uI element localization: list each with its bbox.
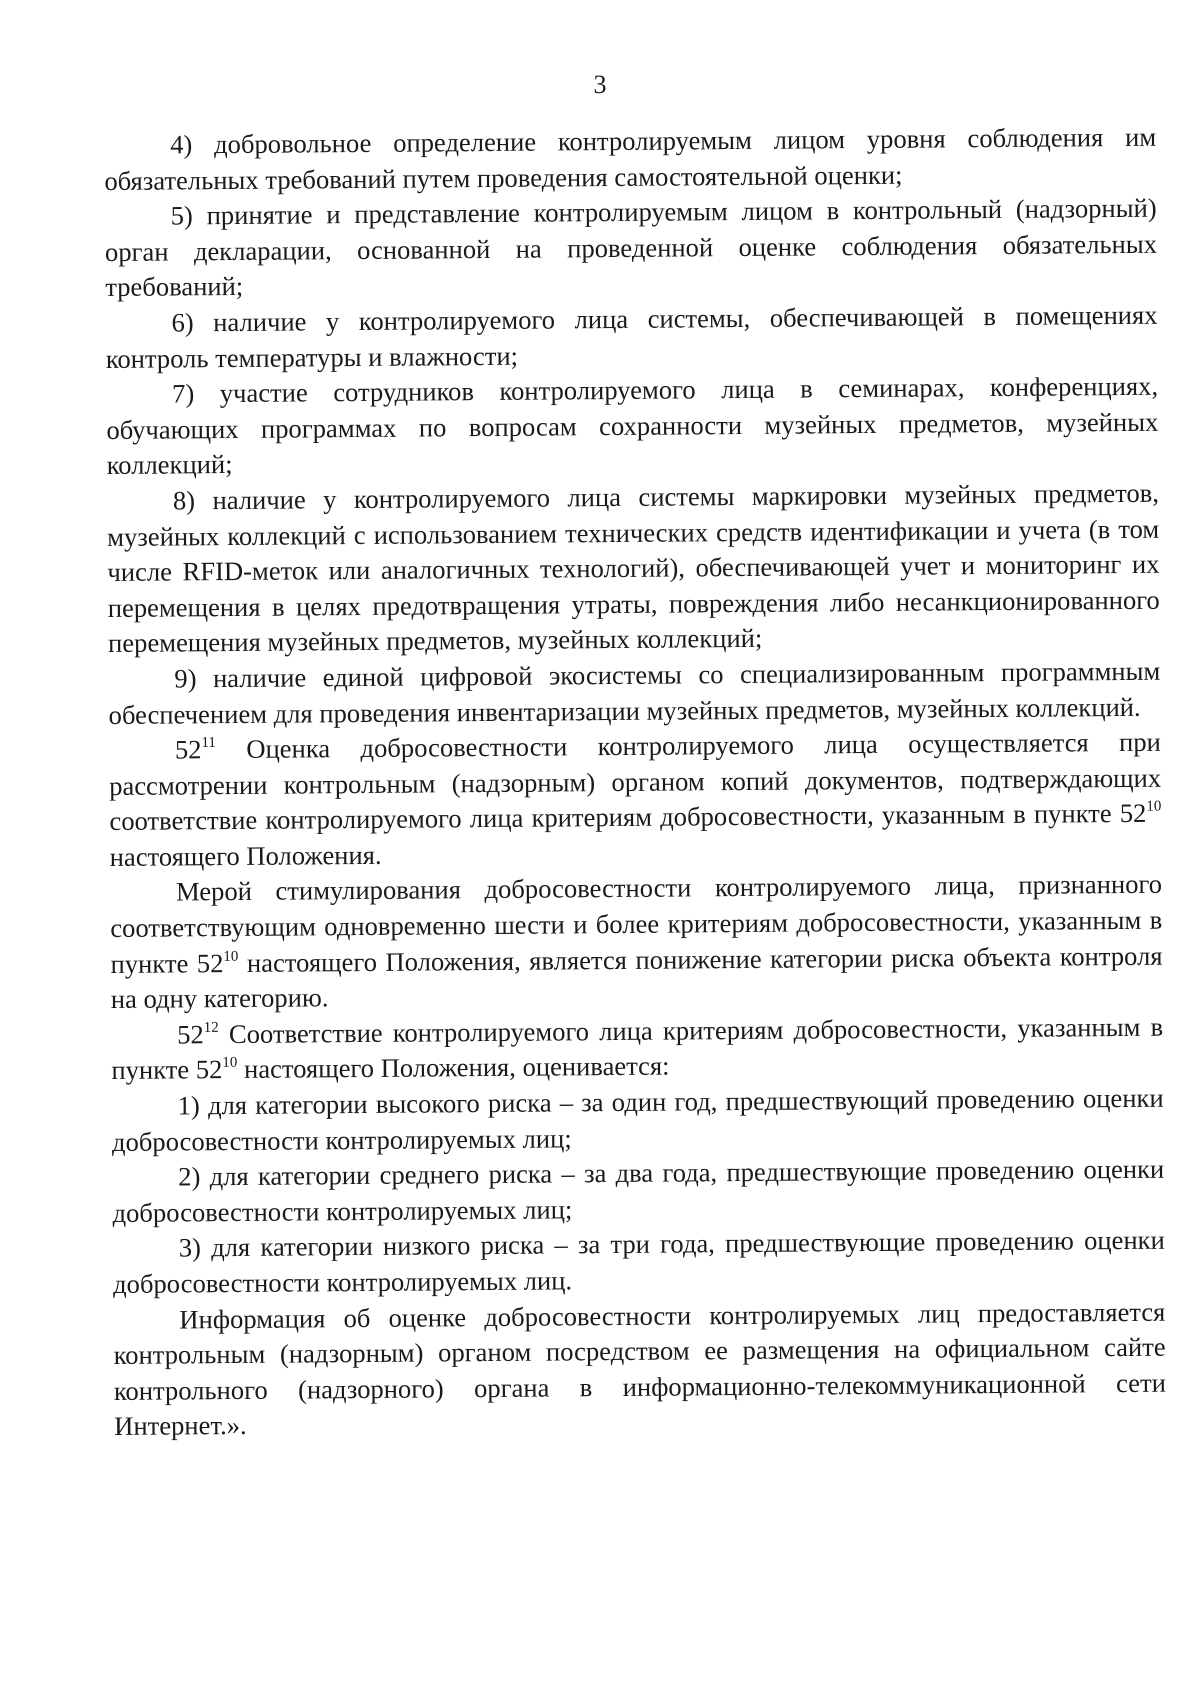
- clause-number: 52: [177, 1019, 204, 1050]
- paragraph-text: настоящего Положения.: [109, 839, 382, 872]
- paragraph-information: Информация об оценке добросовестности контролируемых лиц предоставляется контрольным (надзорным) органом посредством ее размещения на официальном сайте контрольного (надзорного) органа в информационно-телекоммуникационной сети Интернет.».: [113, 1296, 1167, 1442]
- paragraph-item-5: 5) принятие и представление контролируемым лицом в контрольный (надзорный) орган декларации, основанной на проведенной оценке соблюдения обязательных требований;: [104, 192, 1158, 303]
- reference-superscript: 10: [222, 1055, 238, 1072]
- clause-superscript: 11: [201, 734, 216, 752]
- paragraph-item-6: 6) наличие у контролируемого лица системы, обеспечивающей в помещениях контроль температуры и влажности;: [105, 299, 1158, 374]
- paragraph-item-7: 7) участие сотрудников контролируемого лица в семинарах, конференциях, обучающих программах по вопросам сохранности музейных предметов, музейных коллекций;: [106, 370, 1159, 481]
- risk-item-medium: 2) для категории среднего риска – за два года, предшествующие проведению оценки добросовестности контролируемых лиц;: [112, 1153, 1165, 1228]
- reference-superscript: 10: [1146, 798, 1162, 815]
- paragraph-52-11: [109, 725, 1162, 876]
- paragraph-item-8: 8) наличие у контролируемого лица системы маркировки музейных предметов, музейных коллекций с использованием технических средств идентификации и учета (в том числе RFID-меток или аналогичных технологий), обеспечивающей учет и мониторинг их перемещения в целях предотвращения утраты, повреждения либо несанкционированного перемещения музейных предметов, музейных коллекций;: [107, 477, 1160, 659]
- reference-superscript: 10: [223, 948, 239, 965]
- risk-item-low: 3) для категории низкого риска – за три года, предшествующие проведению оценки добросовестности контролируемых лиц.: [112, 1225, 1165, 1299]
- paragraph-measure: [110, 867, 1163, 1018]
- document-body: [104, 120, 1166, 1445]
- paragraph-text: Мерой стимулирования добросовестности контролируемого лица, признанного соответствующим одновременно шести и более критериям добросовестности, указанным в пункте 52: [110, 869, 1163, 979]
- page-number: 3: [593, 70, 607, 99]
- clause-number: 52: [174, 734, 202, 765]
- paragraph-item-4: 4) добровольное определение контролируемым лицом уровня соблюдения им обязательных требований путем проведения самостоятельной оценки;: [104, 121, 1157, 196]
- paragraph-text: настоящего Положения, является понижение категории риска объекта контроля на одну категорию.: [110, 940, 1163, 1015]
- clause-superscript: 12: [203, 1019, 219, 1036]
- paragraph-text: Оценка добросовестности контролируемого лица осуществляется при рассмотрении контрольным (надзорным) органом копий документов, подтверждающих соответствие контролируемого лица критериям добросовестности, указанным в пункте 52: [109, 726, 1162, 837]
- paragraph-item-9: 9) наличие единой цифровой экосистемы со специализированным программным обеспечением для проведения инвентаризации музейных предметов, музейных коллекций.: [108, 655, 1161, 730]
- paragraph-text: настоящего Положения, оценивается:: [237, 1051, 670, 1085]
- paragraph-text: Соответствие контролируемого лица критериям добросовестности, указанным в пункте 52: [111, 1011, 1164, 1086]
- risk-item-high: 1) для категории высокого риска – за один год, предшествующий проведению оценки добросовестности контролируемых лиц;: [111, 1082, 1164, 1157]
- paragraph-52-12: [111, 1010, 1164, 1089]
